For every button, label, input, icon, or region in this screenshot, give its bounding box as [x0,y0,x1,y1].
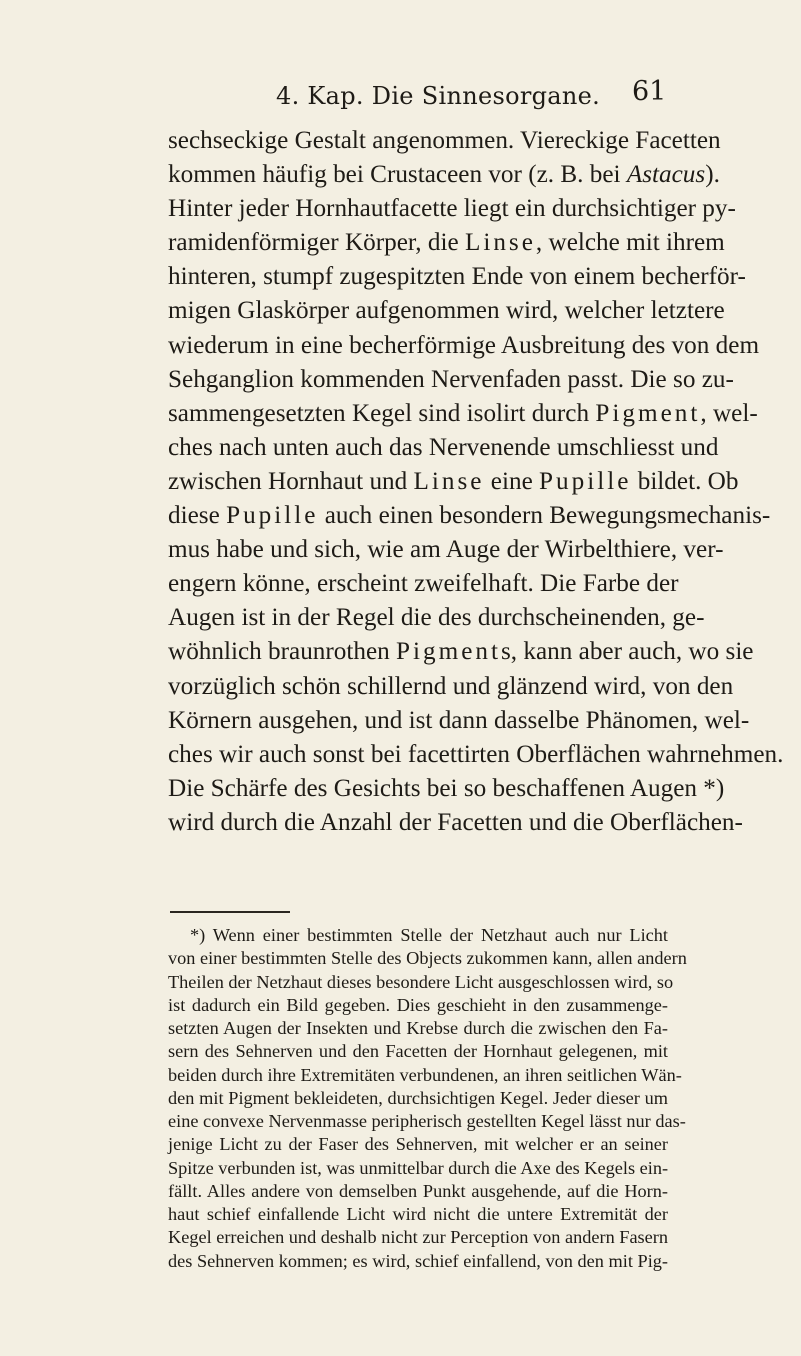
running-head [0,76,801,112]
footnote-line: *) Wenn einer bestimmten Stelle der Netzhaut auch nur Licht [190,925,668,945]
text-line: diese Pupille auch einen besondern Bewegungsmechanis- [168,502,771,530]
footnote-line: des Sehnerven kommen; es wird, schief einfallend, von den mit Pig- [168,1250,668,1271]
text-line: Augen ist in der Regel die des durchscheinenden, ge- [168,604,705,632]
text-line: ches nach unten auch das Nervenende umschliesst und [168,433,719,461]
text-line: wird durch die Anzahl der Facetten und die Oberflächen- [168,808,743,836]
text-line: sechseckige Gestalt angenommen. Viereckige Facetten [168,127,721,154]
footnote [168,924,687,1273]
text-line: ches wir auch sonst bei facettirten Oberflächen wahrnehmen. [168,740,784,768]
footnote-line: von einer bestimmten Stelle des Objects zukommen kann, allen andern [168,948,687,969]
page-number: 61 [632,76,667,107]
footnote-line: fällt. Alles andere von demselben Punkt ausgehende, auf die Horn- [168,1180,668,1201]
footnote-line: setzten Augen der Insekten und Krebse durch die zwischen den Fa- [168,1018,668,1038]
main-text [168,124,784,840]
footnote-line: eine convexe Nervenmasse peripherisch gestellten Kegel lässt nur das- [168,1111,686,1131]
footnote-line: den mit Pigment bekleideten, durchsichtigen Kegel. Jeder dieser um [168,1087,668,1108]
footnote-line: Theilen der Netzhaut dieses besondere Licht ausgeschlossen wird, so [168,971,674,992]
text-line: migen Glaskörper aufgenommen wird, welcher letztere [168,297,725,325]
text-line: wiederum in eine becherförmige Ausbreitung des von dem [168,331,760,359]
footnote-line: haut schief einfallende Licht wird nicht die untere Extremität der [168,1204,668,1224]
footnote-line: Kegel erreichen und deshalb nicht zur Perception von andern Fasern [168,1227,669,1248]
footnote-line: jenige Licht zu der Faser des Sehnerven, mit welcher er an seiner [168,1134,668,1155]
text-line: kommen häufig bei Crustaceen vor (z. B. bei Astacus). [168,161,720,189]
text-line: Hinter jeder Hornhautfacette liegt ein durchsichtiger py- [168,195,736,223]
text-line: hinteren, stumpf zugespitzten Ende von einem becherför- [168,263,746,291]
text-line: wöhnlich braunrothen Pigments, kann aber auch, wo sie [168,638,754,666]
text-line: mus habe und sich, wie am Auge der Wirbelthiere, ver- [168,536,724,564]
footnote-line: sern des Sehnerven und den Facetten der Hornhaut gelegenen, mit [168,1041,668,1062]
text-line: vorzüglich schön schillernd und glänzend wird, von den [168,672,734,700]
footnote-line: beiden durch ihre Extremitäten verbundenen, an ihren seitlichen Wän- [168,1064,682,1085]
text-line: Körnern ausgehen, und ist dann dasselbe Phänomen, wel- [168,706,750,734]
text-line: Die Schärfe des Gesichts bei so beschaffenen Augen *) [168,774,725,802]
footnote-rule [170,911,290,913]
text-line: Sehganglion kommenden Nervenfaden passt. Die so zu- [168,365,734,393]
text-line: zwischen Hornhaut und Linse eine Pupille bildet. Ob [168,467,739,495]
text-line: engern könne, erscheint zweifelhaft. Die Farbe der [168,570,679,598]
footnote-line: ist dadurch ein Bild gegeben. Dies geschieht in den zusammenge- [168,994,668,1015]
chapter-title: 4. Kap. Die Sinnesorgane. [276,82,601,110]
footnote-line: Spitze verbunden ist, was unmittelbar durch die Axe des Kegels ein- [168,1157,669,1178]
text-line: sammengesetzten Kegel sind isolirt durch Pigment, wel- [168,399,758,427]
text-line: ramidenförmiger Körper, die Linse, welche mit ihrem [168,229,725,257]
